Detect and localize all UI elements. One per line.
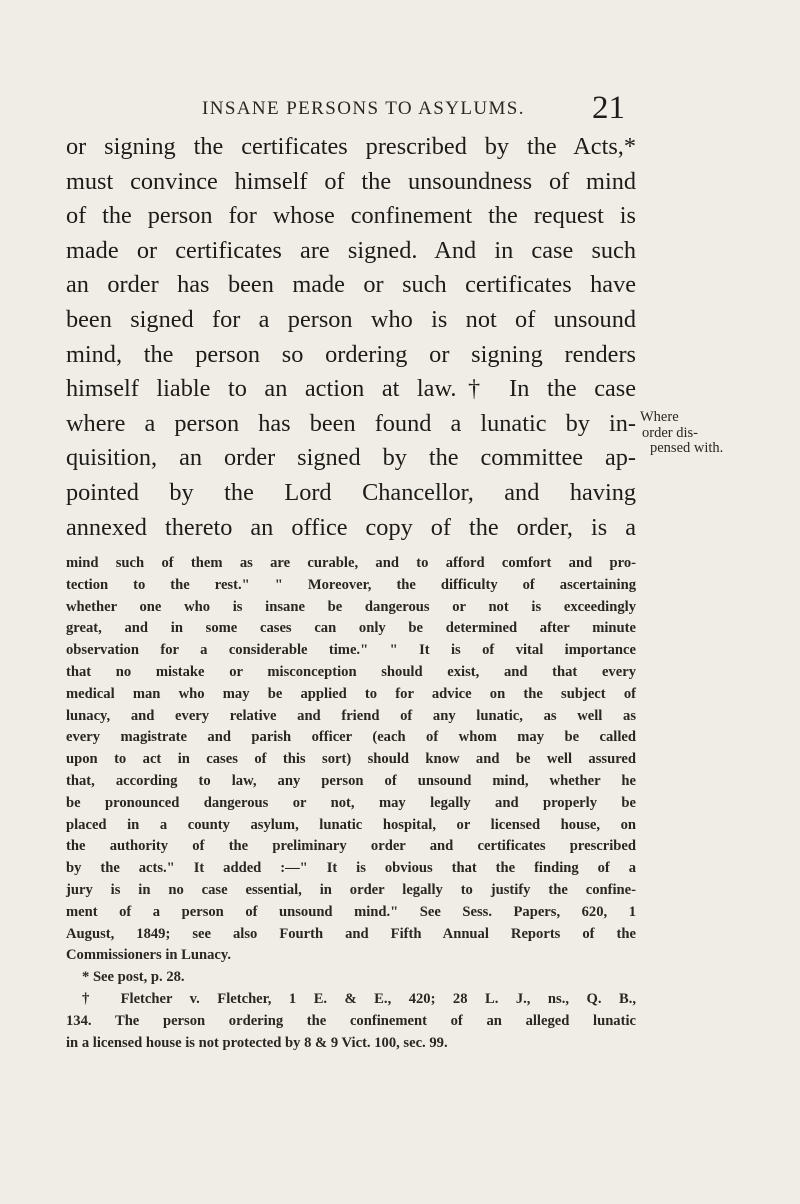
footnotes (66, 553, 636, 1054)
footnote-line: be pronounced dangerous or not, may legally and properly be (66, 794, 636, 811)
body-line: of the person for whose confinement the request is (66, 202, 636, 230)
footnote-line: August, 1849; see also Fourth and Fifth Annual Reports of the (66, 925, 636, 942)
footnote-line: by the acts." It added :—" It is obvious that the finding of a (66, 860, 636, 877)
page-number: 21 (592, 90, 625, 126)
body-line: annexed thereto an office copy of the order, is a (66, 513, 636, 541)
footnote-line: Commissioners in Lunacy. (66, 947, 232, 964)
footnote-line: upon to act in cases of this sort) should know and be well assured (66, 751, 636, 768)
footnote-line: that, according to law, any person of unsound mind, whether he (66, 772, 636, 789)
body-text (66, 130, 636, 545)
footnote-line: that no mistake or misconception should exist, and that every (66, 663, 636, 680)
body-line: must convince himself of the unsoundness of mind (66, 167, 636, 195)
margin-note-line: Where (640, 409, 679, 425)
footnote-line: the authority of the preliminary order and certificates prescribed (66, 838, 636, 855)
body-line: been signed for a person who is not of unsound (66, 305, 636, 333)
footnote-line: whether one who is insane be dangerous or not is exceedingly (66, 598, 636, 615)
margin-note-line: pensed with. (650, 440, 724, 456)
body-line: an order has been made or such certificates have (66, 271, 636, 299)
footnote-line: every magistrate and parish officer (each of whom may be called (66, 729, 636, 746)
footnote-line: placed in a county asylum, lunatic hospital, or licensed house, on (66, 816, 636, 833)
margin-note-line: order dis- (642, 424, 698, 441)
body-line: himself liable to an action at law.† In the case (66, 375, 636, 403)
body-line: made or certificates are signed. And in case such (66, 236, 636, 264)
footnote-line: ment of a person of unsound mind." See Sess. Papers, 620, 1 (66, 903, 636, 920)
footnote-line: observation for a considerable time." " It is of vital importance (66, 642, 636, 659)
footnote-dagger-line: in a licensed house is not protected by 8 & 9 Vict. 100, sec. 99. (66, 1034, 448, 1051)
footnote-line: medical man who may be applied to for advice on the subject of (66, 685, 636, 702)
footnote-star: * See post, p. 28. (82, 969, 185, 986)
footnote-line: great, and in some cases can only be determined after minute (66, 620, 636, 637)
footnote-line: tection to the rest." " Moreover, the difficulty of ascertaining (66, 576, 636, 593)
running-head (0, 90, 800, 134)
running-title: INSANE PERSONS TO ASYLUMS. (202, 98, 525, 119)
body-line: quisition, an order signed by the committee ap- (66, 444, 636, 472)
footnote-line: jury is in no case essential, in order legally to justify the confine- (66, 881, 636, 898)
footnote-line: lunacy, and every relative and friend of any lunatic, as well as (66, 707, 636, 724)
body-line: where a person has been found a lunatic by in- (66, 409, 636, 437)
body-line: mind, the person so ordering or signing renders (66, 340, 636, 368)
margin-note (640, 410, 750, 457)
footnote-dagger-line: † Fletcher v. Fletcher, 1 E. & E., 420; 28 L. J., ns., Q. B., (82, 990, 636, 1007)
footnote-line: mind such of them as are curable, and to afford comfort and pro- (66, 555, 636, 571)
body-line: pointed by the Lord Chancellor, and having (66, 478, 636, 506)
body-line: or signing the certificates prescribed by the Acts,* (66, 133, 636, 160)
footnote-dagger-line: 134. The person ordering the confinement of an alleged lunatic (66, 1012, 636, 1029)
